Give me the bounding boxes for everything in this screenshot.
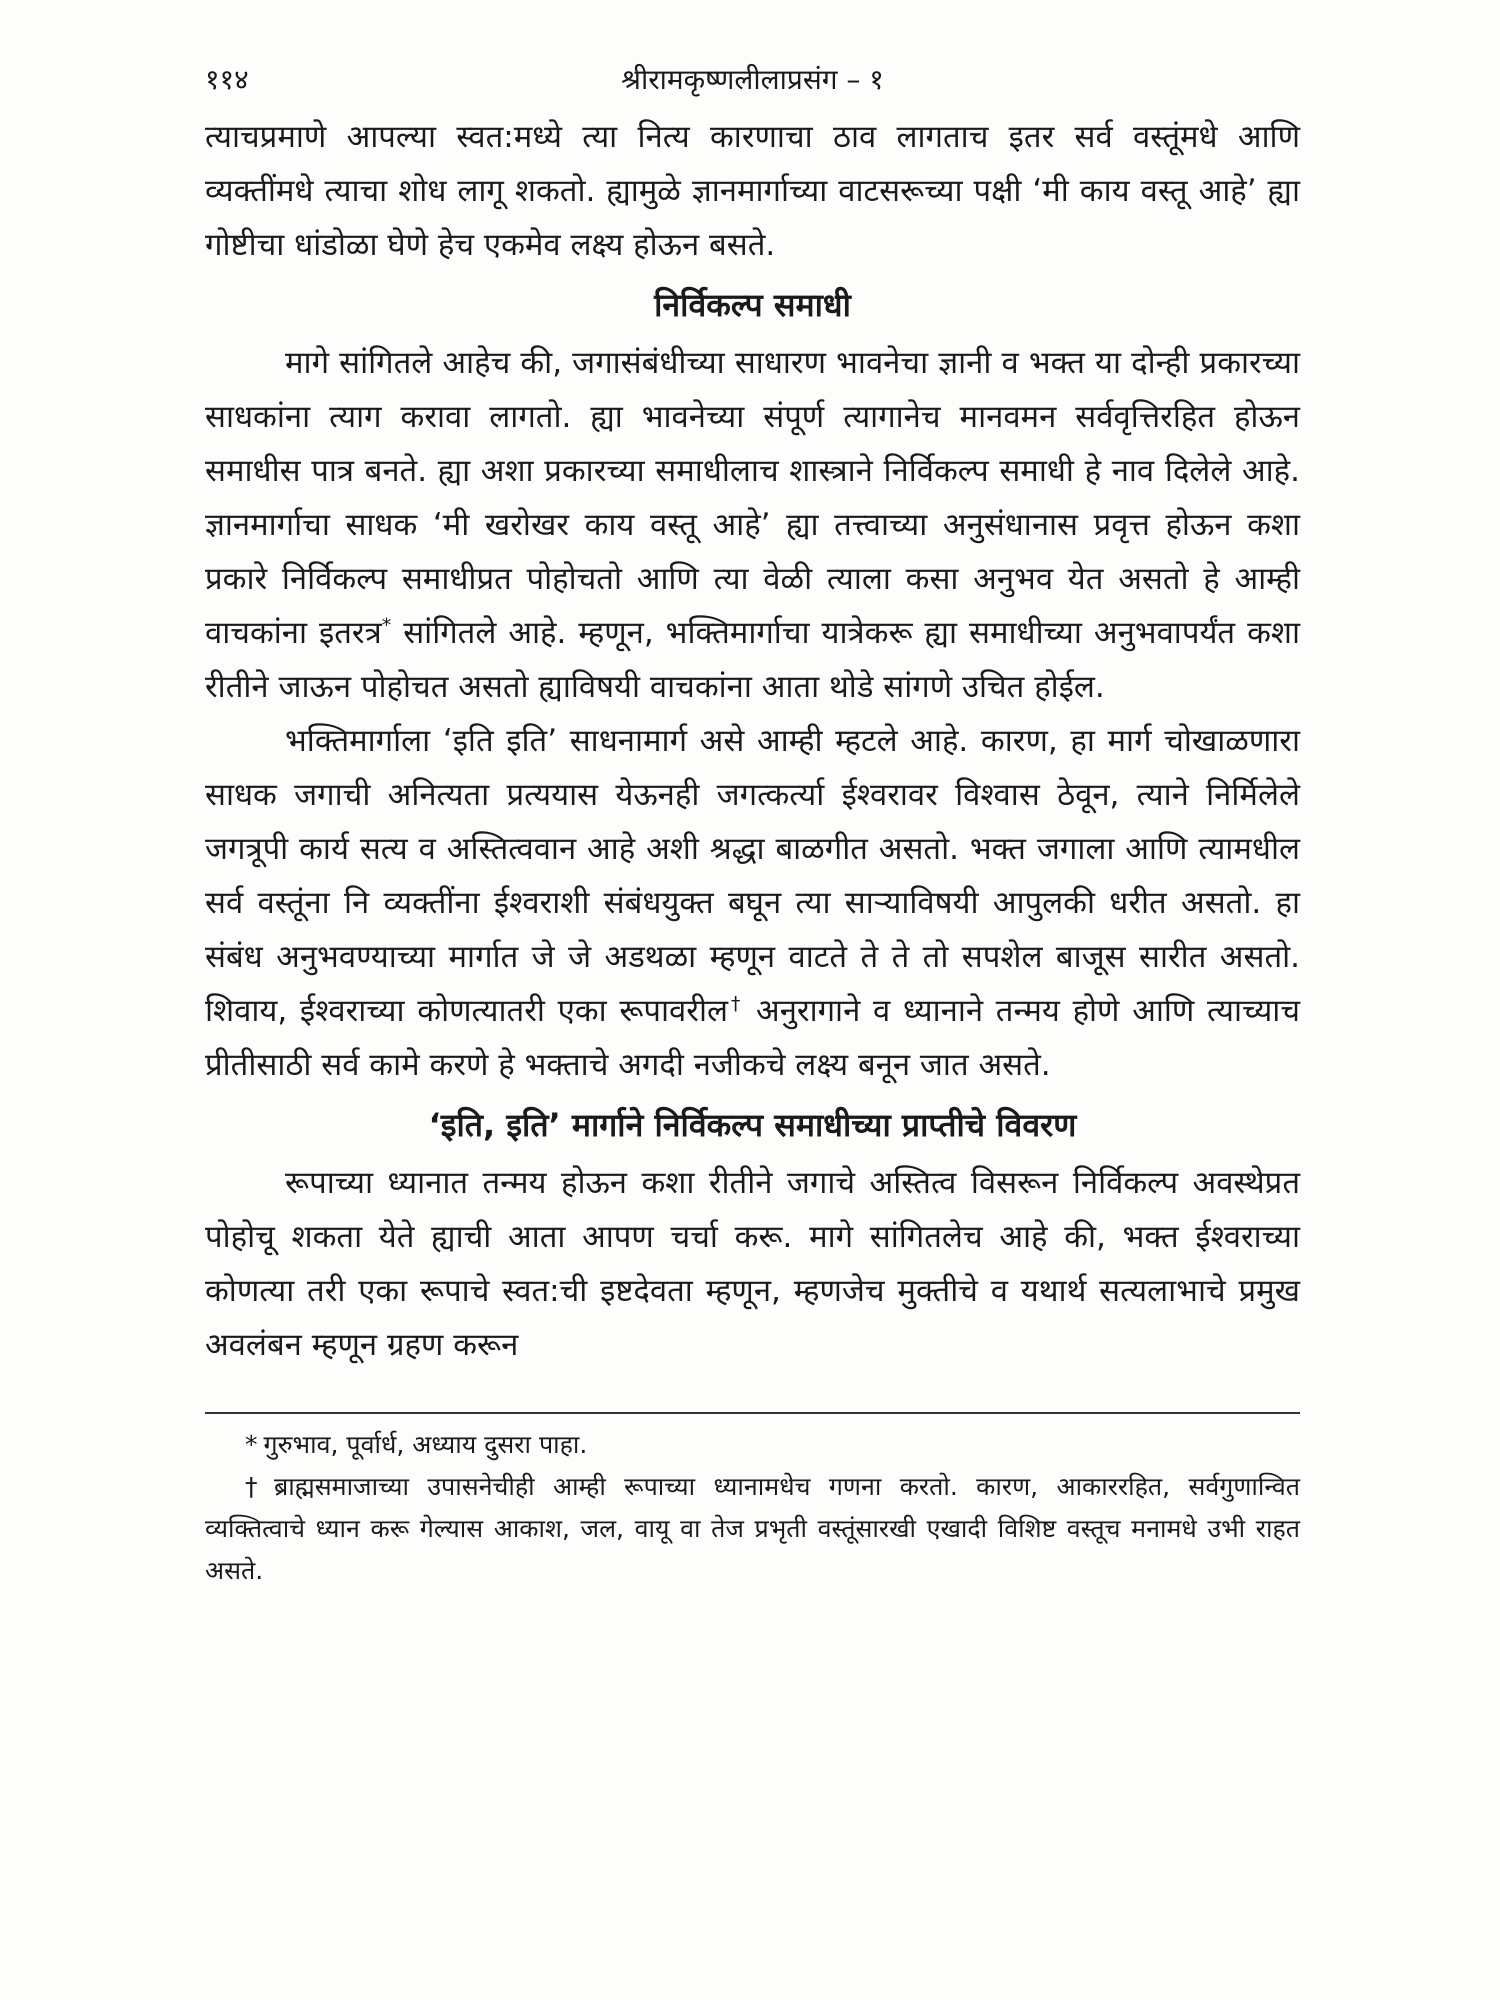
footnote-ref-dagger: † — [728, 992, 744, 1015]
running-header — [205, 50, 1300, 110]
paragraph-2-part-b: सांगितले आहे. म्हणून, भक्तिमार्गाचा यात्रेकरू ह्या समाधीच्या अनुभवापर्यंत कशा रीतीने जाऊन पोहोचत असतो ह्याविषयी वाचकांना आता थोडे सांगणे उचित होईल. — [205, 615, 1301, 705]
running-title: श्रीरामकृष्णलीलाप्रसंग – १ — [621, 63, 884, 96]
paragraph-3 — [205, 714, 1300, 1092]
footnote-divider — [205, 1412, 1300, 1414]
footnote-2-symbol: † — [245, 1472, 268, 1501]
footnote-1 — [205, 1424, 1300, 1466]
paragraph-2-part-a: मागे सांगितले आहेच की, जगासंबंधीच्या साधारण भावनेचा ज्ञानी व भक्त या दोन्ही प्रकारच्या साधकांना त्याग करावा लागतो. ह्या भावनेच्या संपूर्ण त्यागानेच मानवमन सर्ववृत्तिरहित होऊन समाधीस पात्र बनते. ह्या अशा प्रकारच्या समाधीलाच शास्त्राने निर्विकल्प समाधी हे नाव दिलेले आहे. ज्ञानमार्गाचा साधक ‘मी खरोखर काय वस्तू आहे’ ह्या तत्त्वाच्या अनुसंधानास प्रवृत्त होऊन कशा प्रकारे निर्विकल्प समाधीप्रत पोहोचतो आणि त्या वेळी त्याला कसा अनुभव येत असतो हे आम्ही वाचकांना इतरत्र — [205, 345, 1300, 651]
page-number: ११४ — [205, 63, 249, 96]
paragraph-2 — [205, 336, 1300, 714]
section-heading-iti-iti: ‘इति, इति’ मार्गाने निर्विकल्प समाधीच्या प्राप्तीचे विवरण — [428, 1106, 1077, 1144]
section-heading-nirvikalpa-samadhi: निर्विकल्प समाधी — [654, 286, 851, 324]
footnote-1-symbol: * — [245, 1430, 258, 1459]
footnote-ref-asterisk: * — [381, 614, 392, 637]
paragraph-3-part-a: भक्तिमार्गाला ‘इति इति’ साधनामार्ग असे आम्ही म्हटले आहे. कारण, हा मार्ग चोखाळणारा साधक जगाची अनित्यता प्रत्ययास येऊनही जगत्कर्त्या ईश्वरावर विश्वास ठेवून, त्याने निर्मिलेले जगत्रूपी कार्य सत्य व अस्तित्ववान आहे अशी श्रद्धा बाळगीत असतो. भक्त जगाला आणि त्यामधील सर्व वस्तूंना नि व्यक्तींना ईश्वराशी संबंधयुक्त बघून त्या साऱ्याविषयी आपुलकी धरीत असतो. हा संबंध अनुभवण्याच्या मार्गात जे जे अडथळा म्हणून वाटते ते ते तो सपशेल बाजूस सारीत असतो. शिवाय, ईश्वराच्या कोणत्यातरी एका रूपावरील — [205, 723, 1300, 1029]
paragraph-3-part-b: अनुरागाने व ध्यानाने तन्मय होणे आणि त्याच्याच प्रीतीसाठी सर्व कामे करणे हे भक्ताचे अगदी नजीकचे लक्ष्य बनून जात असते. — [205, 993, 1301, 1083]
footnote-1-text: गुरुभाव, पूर्वार्ध, अध्याय दुसरा पाहा. — [263, 1430, 588, 1459]
paragraph-1: त्याचप्रमाणे आपल्या स्वत:मध्ये त्या नित्य कारणाचा ठाव लागताच इतर सर्व वस्तूंमधे आणि व्यक्तींमधे त्याचा शोध लागू शकतो. ह्यामुळे ज्ञानमार्गाच्या वाटसरूच्या पक्षी ‘मी काय वस्तू आहे’ ह्या गोष्टीचा धांडोळा घेणे हेच एकमेव लक्ष्य होऊन बसते. — [205, 119, 1300, 263]
footnote-2-text: ब्राह्मसमाजाच्या उपासनेचीही आम्ही रूपाच्या ध्यानामधेच गणना करतो. कारण, आकाररहित, सर्वगुणान्वित व्यक्तित्वाचे ध्यान करू गेल्यास आकाश, जल, वायू वा तेज प्रभृती वस्तूंसारखी एखादी विशिष्ट वस्तूच मनामधे उभी राहत असते. — [205, 1472, 1300, 1585]
footnote-2 — [205, 1466, 1300, 1592]
paragraph-4: रूपाच्या ध्यानात तन्मय होऊन कशा रीतीने जगाचे अस्तित्व विसरून निर्विकल्प अवस्थेप्रत पोहोचू शकता येते ह्याची आता आपण चर्चा करू. मागे सांगितलेच आहे की, भक्त ईश्वराच्या कोणत्या तरी एका रूपाचे स्वत:ची इष्टदेवता म्हणून, म्हणजेच मुक्तीचे व यथार्थ सत्यलाभाचे प्रमुख अवलंबन म्हणून ग्रहण करून — [205, 1165, 1300, 1363]
